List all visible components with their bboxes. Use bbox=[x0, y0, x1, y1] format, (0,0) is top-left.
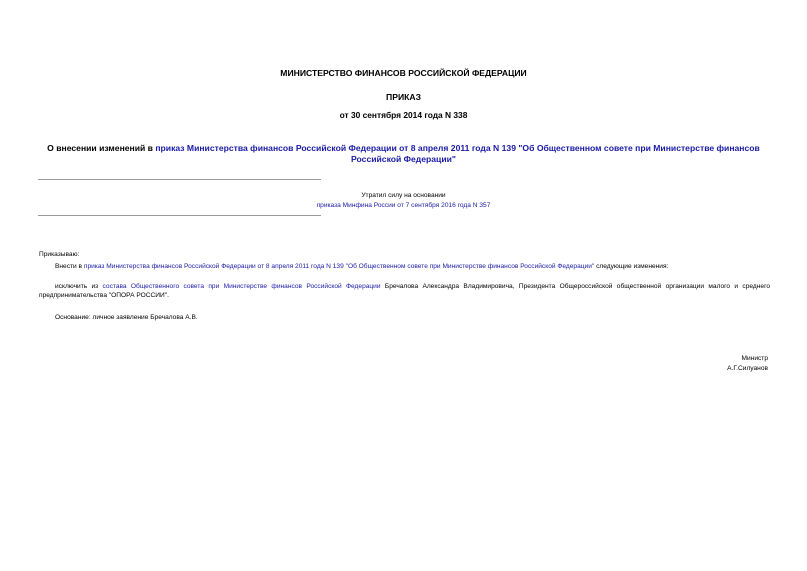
signatory-name: А.Г.Силуанов bbox=[727, 365, 768, 372]
signatory-position: Министр bbox=[741, 355, 768, 362]
basis-paragraph: Основание: личное заявление Бречалова А.В. bbox=[55, 314, 198, 321]
repeal-order-link[interactable]: приказа Минфина России от 7 сентября 2016 года N 357 bbox=[316, 202, 491, 209]
repeal-status-line bbox=[0, 202, 807, 209]
order-label: Приказываю: bbox=[39, 251, 80, 258]
document-date-number: от 30 сентября 2014 года N 338 bbox=[339, 110, 468, 120]
exclusion-paragraph bbox=[39, 282, 770, 300]
order-item bbox=[55, 262, 770, 271]
ministry-heading: МИНИСТЕРСТВО ФИНАНСОВ РОССИЙСКОЙ ФЕДЕРАЦИИ bbox=[280, 68, 527, 78]
council-composition-link[interactable]: состава Общественного совета при Министерстве финансов Российской Федерации bbox=[102, 283, 381, 290]
exclusion-prefix: исключить из bbox=[55, 283, 103, 290]
document-type: ПРИКАЗ bbox=[386, 92, 421, 102]
document-title bbox=[40, 143, 767, 165]
order-item-suffix: следующие изменения: bbox=[594, 263, 669, 270]
divider-top bbox=[38, 179, 321, 180]
order-item-link[interactable]: приказ Министерства финансов Российской Федерации от 8 апреля 2011 года N 139 "Об Общественном совете при Министерстве финансов Российской Федерации" bbox=[83, 263, 595, 270]
divider-bottom bbox=[38, 215, 321, 216]
title-order-link[interactable]: приказ Министерства финансов Российской Федерации от 8 апреля 2011 года N 139 "Об Общественном совете при Министерстве финансов Российской Федерации" bbox=[155, 143, 760, 164]
repeal-status-text: Утратил силу на основании bbox=[361, 192, 446, 199]
title-prefix: О внесении изменений в bbox=[47, 143, 156, 153]
order-item-prefix: Внести в bbox=[55, 263, 84, 270]
exclusion-suffix: Бречалова Александра Владимировича, Президента Общероссийской общественной организации малого и среднего предпринимательства "ОПОРА РОССИИ". bbox=[39, 283, 771, 299]
